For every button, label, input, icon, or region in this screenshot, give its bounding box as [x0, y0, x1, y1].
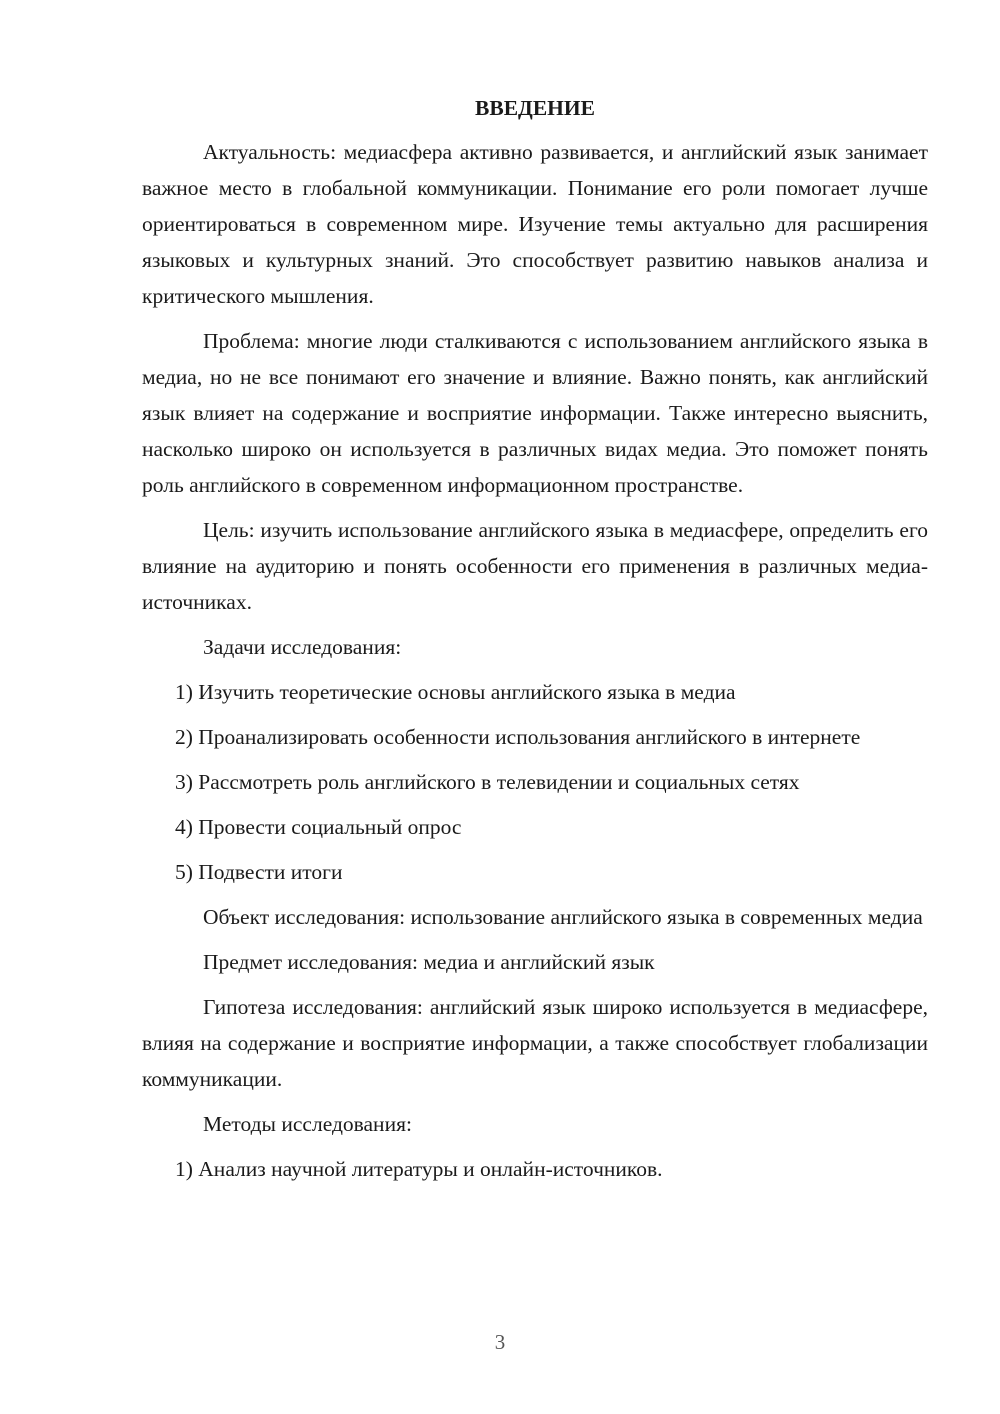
- hypothesis-paragraph: Гипотеза исследования: английский язык широко используется в медиасфере, влияя на содержание и восприятие информации, а также способствует глобализации коммуникации.: [142, 995, 928, 1091]
- subject-paragraph: Предмет исследования: медиа и английский язык: [203, 950, 655, 974]
- relevance-paragraph: Актуальность: медиасфера активно развивается, и английский язык занимает важное место в глобальной коммуникации. Понимание его роли помогает лучше ориентироваться в современном мире. Изучение темы актуально для расширения языковых и культурных знаний. Это способствует развитию навыков анализа и критического мышления.: [142, 140, 928, 308]
- task-item: 4) Провести социальный опрос: [175, 815, 462, 839]
- problem-paragraph: Проблема: многие люди сталкиваются с использованием английского языка в медиа, но не все понимают его значение и влияние. Важно понять, как английский язык влияет на содержание и восприятие информации. Также интересно выяснить, насколько широко он используется в различных видах медиа. Это поможет понять роль английского в современном информационном пространстве.: [142, 329, 928, 497]
- task-item: 3) Рассмотреть роль английского в телевидении и социальных сетях: [175, 770, 800, 794]
- method-item: 1) Анализ научной литературы и онлайн-источников.: [175, 1157, 663, 1181]
- task-item: 2) Проанализировать особенности использования английского в интернете: [175, 725, 861, 749]
- page-number: 3: [494, 1330, 506, 1354]
- tasks-heading: Задачи исследования:: [203, 635, 402, 659]
- task-item: 1) Изучить теоретические основы английского языка в медиа: [175, 680, 736, 704]
- section-title: ВВЕДЕНИЕ: [475, 96, 595, 120]
- goal-paragraph: Цель: изучить использование английского языка в медиасфере, определить его влияние на аудиторию и понять особенности его применения в различных медиа-источниках.: [142, 518, 928, 614]
- object-paragraph: Объект исследования: использование английского языка в современных медиа: [203, 905, 923, 929]
- document-page: [142, 90, 928, 1196]
- methods-heading: Методы исследования:: [203, 1112, 412, 1136]
- task-item: 5) Подвести итоги: [175, 860, 343, 884]
